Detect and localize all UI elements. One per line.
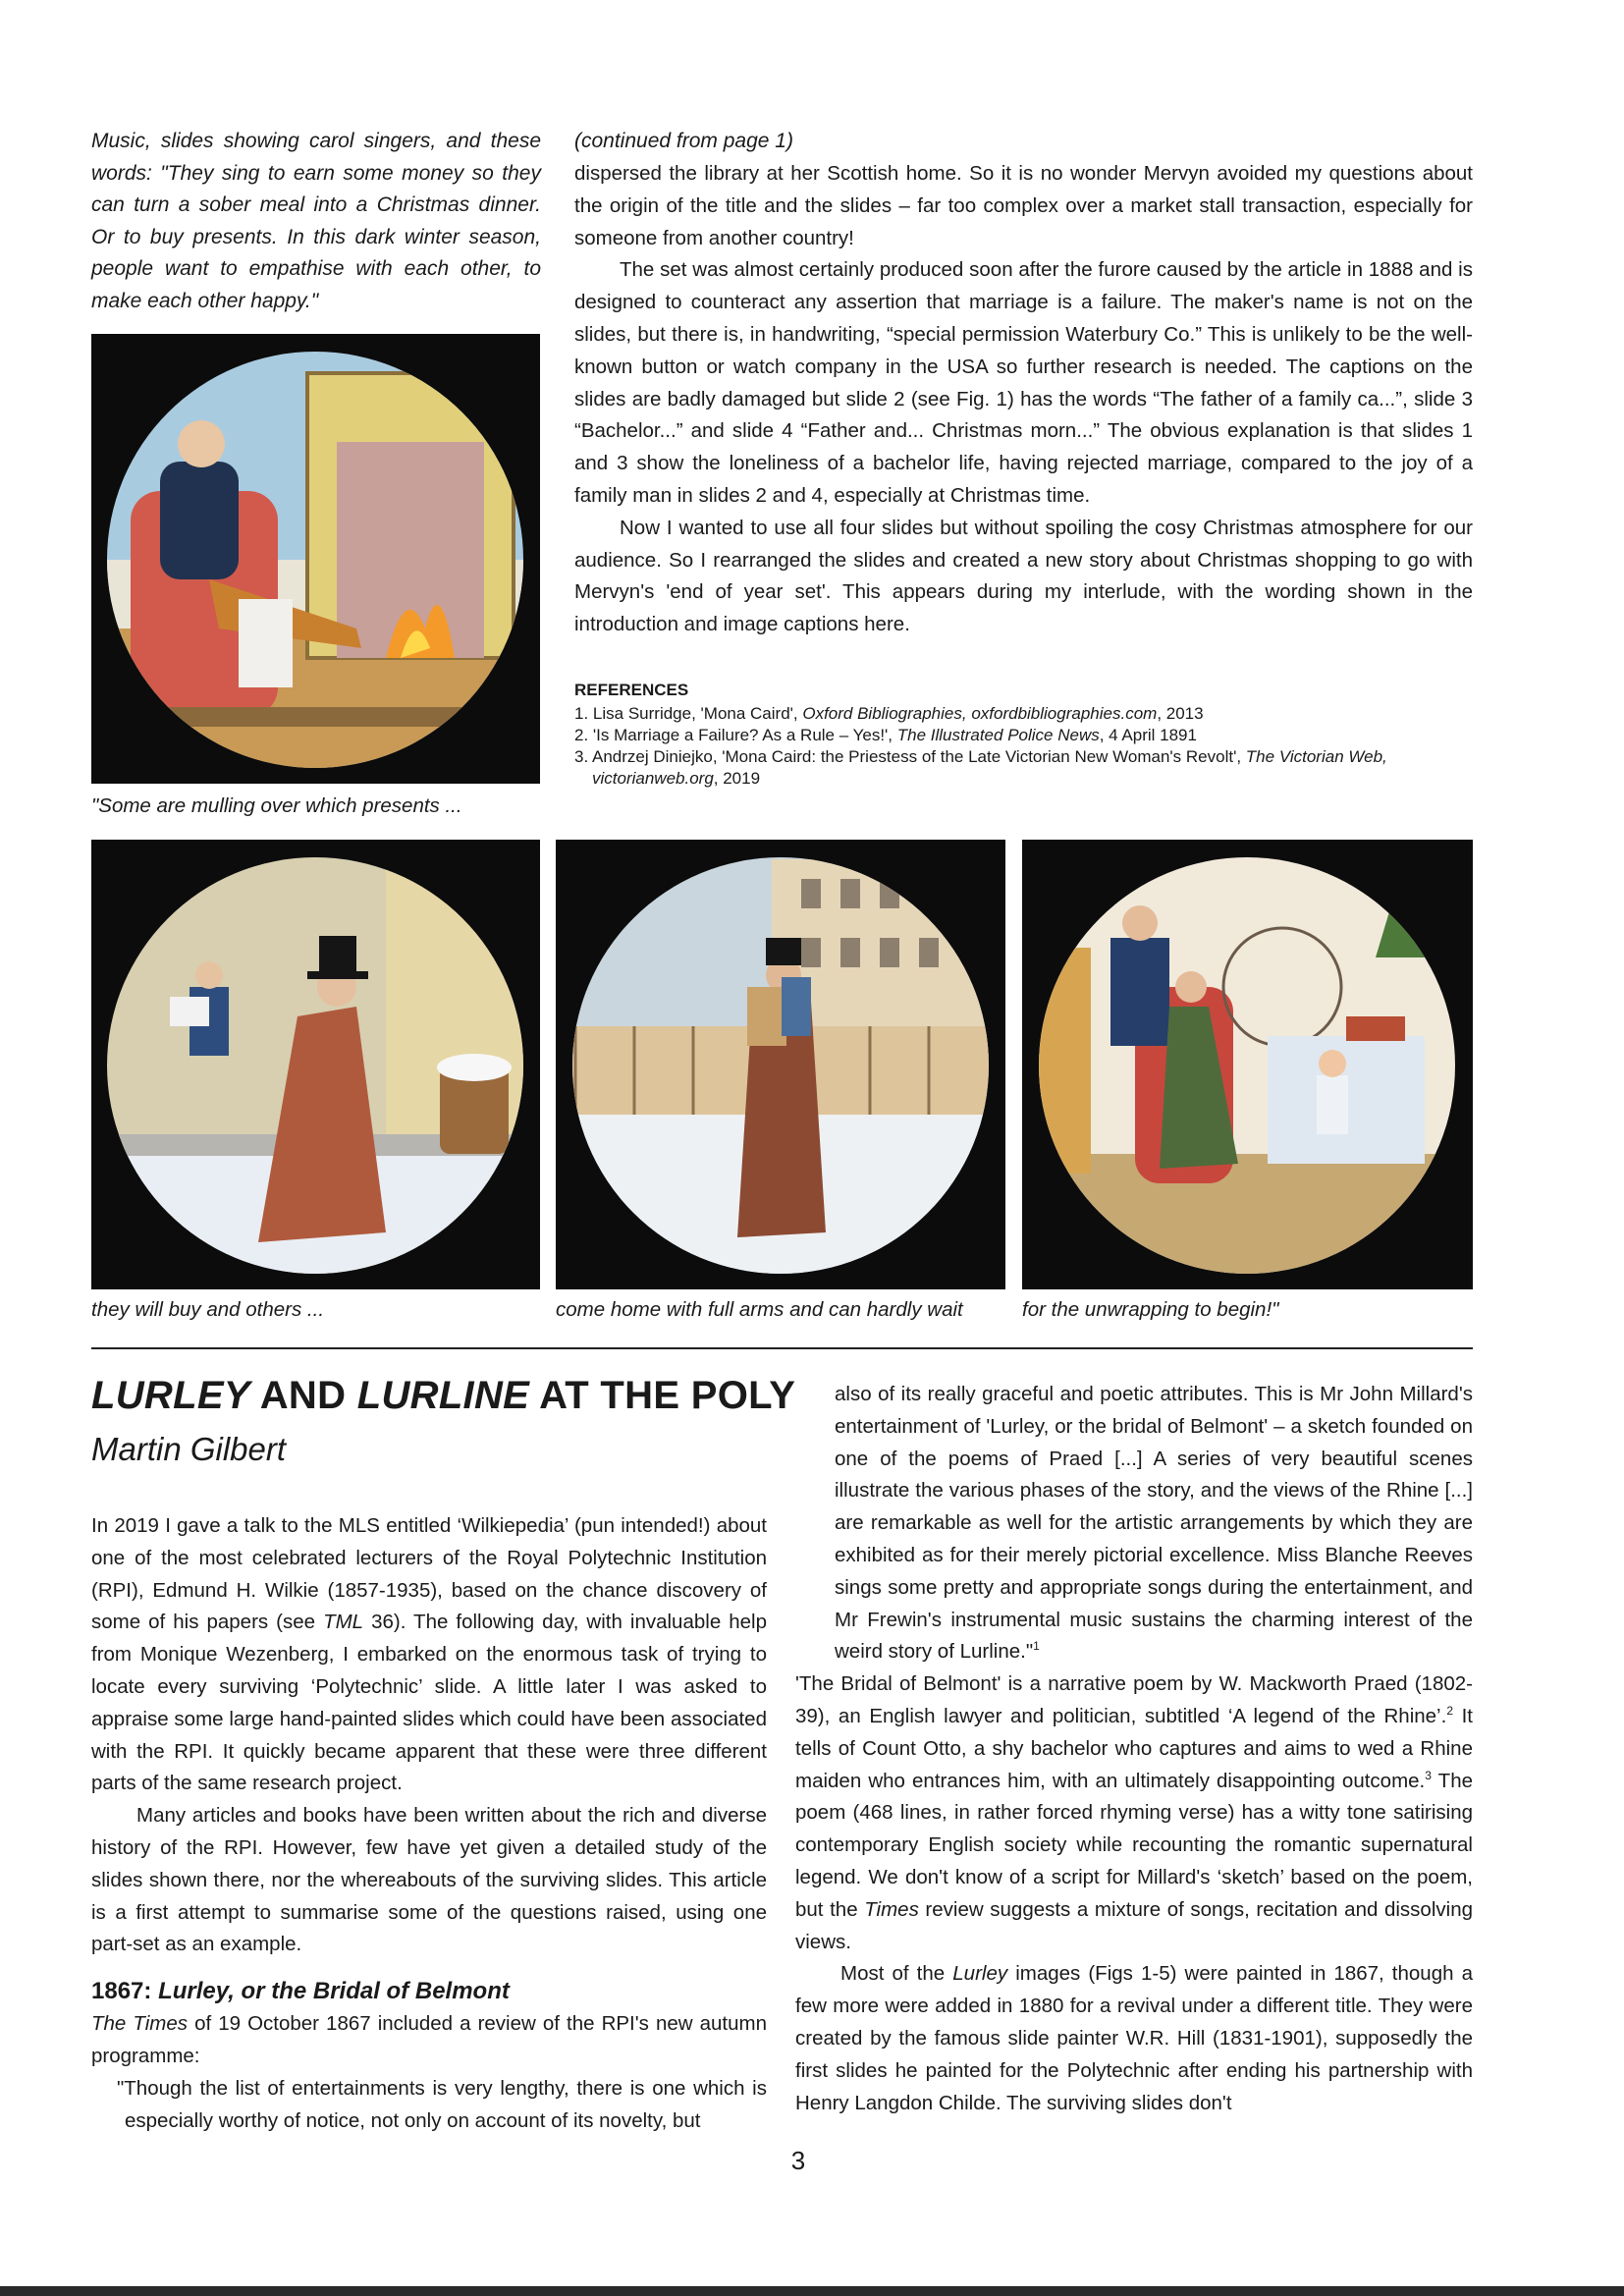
article-paragraph: 'The Bridal of Belmont' is a narrative poem by W. Mackworth Praed (1802-39), an English lawyer and politician, subtitled ‘A legend of the Rhine’.$^2$ It tells of Count Otto, a shy bachelor who captures and aims to wed a Rhine maiden who entrances him, with an ultimately disappointing outcome.$^3$ The poem (468 lines, in rather forced rhyming verse) has a witty tone satirising contemporary English society while recounting the romantic supernatural legend. We don't know of a script for Millard's ‘sketch’ based on the poem, but the Times review suggests a mixture of songs, recitation and dissolving views. [795, 1672, 1473, 1953]
article-author: Martin Gilbert [91, 1431, 287, 1467]
slide-illustration [91, 334, 540, 784]
slide-illustration [91, 840, 540, 1289]
continued-paragraph: dispersed the library at her Scottish home. So it is no wonder Mervyn avoided my questions about the origin of the title and the slides – far too complex over a market stall transaction, especially for someone from another country! [574, 162, 1473, 249]
article-paragraph: Many articles and books have been written about the rich and diverse history of the RPI. However, few have yet given a detailed study of the slides shown there, nor the whereabouts of the surviving slides. This article is a first attempt to summarise some of the questions raised, using one part-set as an example. [91, 1804, 767, 1956]
reference-item: 3. Andrzej Diniejko, 'Mona Caird: the Priestess of the Late Victorian New Woman's Revolt', The Victorian Web, victorianweb.org, 2019 [574, 747, 1387, 788]
continued-paragraph: The set was almost certainly produced soon after the furore caused by the article in 1888 and is designed to counteract any assertion that marriage is a failure. The maker's name is not on the slides, but there is, in handwriting, “special permission Waterbury Co.” This is unlikely to be the well-known button or watch company in the USA so further research is needed. The captions on the slides are badly damaged but slide 2 (see Fig. 1) has the words “The father of a family ca...”, slide 3 “Bachelor...” and slide 4 “Father and... Christmas morn...” The obvious explanation is that slides 1 and 3 show the loneliness of a bachelor life, having rejected marriage, compared to the joy of a family man in slides 2 and 4, especially at Christmas time. [574, 258, 1473, 507]
continued-label: (continued from page 1) [574, 130, 793, 152]
page-bottom-edge [0, 2286, 1624, 2296]
article-column-right [795, 1379, 1473, 2119]
article-paragraph: Most of the Lurley images (Figs 1-5) were painted in 1867, though a few more were added in 1880 for a revival under a different title. They were created by the famous slide painter W.R. Hill (1831-1901), supposedly the first slides he painted for the Polytechnic after ending his partnership with Henry Langdon Childe. The surviving slides don't [795, 1962, 1473, 2114]
block-quote: "Though the list of entertainments is very lengthy, there is one which is especially worthy of notice, not only on account of its novelty, but [117, 2076, 767, 2132]
article-paragraph: In 2019 I gave a talk to the MLS entitled ‘Wilkiepedia’ (pun intended!) about one of the most celebrated lecturers of the Royal Polytechnic Institution (RPI), Edmund H. Wilkie (1857-1935), based on the chance discovery of some of his papers (see TML 36). The following day, with invaluable help from Monique Wezenberg, I embarked on the enormous task of trying to locate every surviving ‘Polytechnic’ slide. A little later I was asked to appraise some large hand-painted slides which could have been associated with the RPI. It quickly became apparent that these were three different parts of the same research project. [91, 1514, 767, 1795]
references-title: REFERENCES [574, 681, 689, 699]
references [574, 680, 1473, 790]
section-divider [91, 1347, 1473, 1349]
slide-caption: come home with full arms and can hardly wait [556, 1298, 963, 1321]
slide-image-family-christmas [1022, 840, 1473, 1289]
slide-illustration [1022, 840, 1473, 1289]
intro-quote: Music, slides showing carol singers, and these words: "They sing to earn some money so they can turn a sober meal into a Christmas dinner. Or to buy presents. In this dark winter season, people want to empathise with each other, to make each other happy." [91, 130, 541, 312]
slide-image-parcels [556, 840, 1005, 1289]
continued-article-body [574, 158, 1473, 641]
article-paragraph: The Times of 19 October 1867 included a review of the RPI's new autumn programme: [91, 2012, 767, 2067]
references-list [574, 703, 1473, 790]
slide-caption: for the unwrapping to begin!" [1022, 1298, 1279, 1321]
slide-image-bachelor-fireside [91, 334, 540, 784]
page-number: 3 [790, 2146, 806, 2175]
section-heading: 1867: Lurley, or the Bridal of Belmont [91, 1978, 510, 2005]
block-quote-continued: also of its really graceful and poetic attributes. This is Mr John Millard's entertainment of 'Lurley, or the bridal of Belmont' – a sketch founded on one of the poems of Praed [...] A series of very beautiful scenes illustrate the various phases of the story, and the views of the Rhine [...] are remarkable as well for the artistic arrangements by which they are exhibited as for their merely pictorial excellence. Miss Blanche Reeves sings some pretty and appropriate songs during the entertainment, and Mr Frewin's instrumental music sustains the charming interest of the weird story of Lurline."$^1$ [835, 1383, 1473, 1664]
reference-item: 2. 'Is Marriage a Failure? As a Rule – Yes!', The Illustrated Police News, 4 April 1891 [574, 726, 1197, 744]
slide-image-shoppers [91, 840, 540, 1289]
article-column-left [91, 1510, 767, 2137]
reference-item: 1. Lisa Surridge, 'Mona Caird', Oxford Bibliographies, oxfordbibliographies.com, 2013 [574, 704, 1204, 723]
slide-illustration [556, 840, 1005, 1289]
continued-paragraph: Now I wanted to use all four slides but without spoiling the cosy Christmas atmosphere for our audience. So I rearranged the slides and created a new story about Christmas shopping to go with Mervyn's 'end of year set'. This appears during my interlude, with the wording shown in the introduction and image captions here. [574, 516, 1473, 636]
article-title: LURLEY AND LURLINE AT THE POLY [91, 1374, 796, 1417]
slide-caption: they will buy and others ... [91, 1298, 325, 1321]
slide-caption: "Some are mulling over which presents ... [91, 794, 462, 817]
